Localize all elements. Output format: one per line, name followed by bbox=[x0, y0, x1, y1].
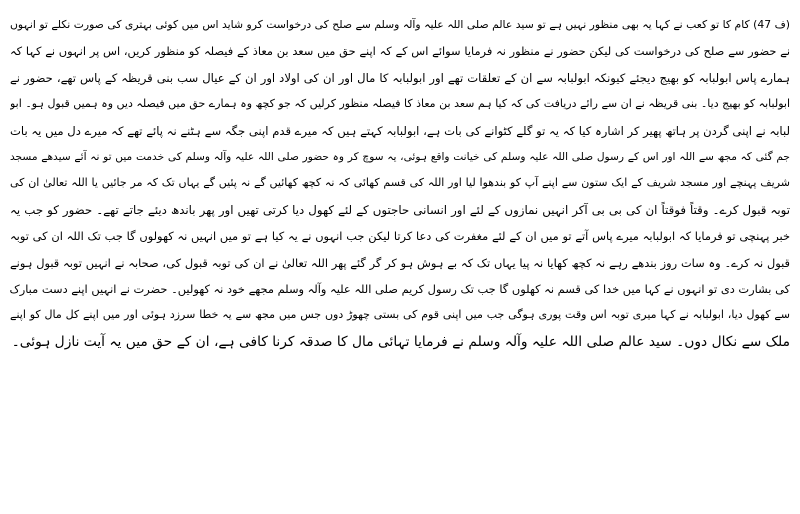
text-line: کی بشارت دی تو انہوں نے کہا میں خدا کی قسم نہ کھلوں گا جب تک رسول کریم صلی اللہ علیہ وآلہ وسلم مجھے خود نہ کھولیں۔ حضرت نے انہیں اپنے دست مبارک bbox=[10, 281, 790, 296]
text-line: جم گئی کہ مجھ سے اللہ اور اس کے رسول صلی اللہ علیہ وسلم کی خیانت واقع ہوئی، یہ سوچ کر وہ حضور صلی اللہ علیہ وآلہ وسلم کی خدمت میں تو نہ آئے سیدھے مسجد bbox=[10, 150, 790, 163]
text-line: شریف پہنچے اور مسجد شریف کے ایک ستون سے اپنے آپ کو بندھوا لیا اور اللہ کی قسم کھائی کہ نہ کچھ کھائیں گے نہ پئیں گے یہاں تک کہ مر جائیں یا اللہ تعالیٰ ان کی bbox=[10, 176, 790, 190]
text-line: ملک سے نکال دوں۔ سید عالم صلی اللہ علیہ وآلہ وسلم نے فرمایا تہائی مال کا صدقہ کرنا کافی ہے، ان کے حق میں یہ آیت نازل ہوئی۔ bbox=[11, 333, 790, 350]
urdu-text-block bbox=[10, 12, 790, 355]
text-line: ہمارے پاس ابولبابہ کو بھیج دیجئے کیونکہ ابولبابہ سے ان کے تعلقات تھے اور ابولبابہ کا مال اور ان کی اولاد اور ان کے عیال سب بنی قریظہ کے پاس تھے، حضور نے bbox=[10, 70, 790, 85]
text-line: (ف 47) کام کا تو کعب نے کہا یہ بھی منظور نہیں ہے تو سید عالم صلی اللہ علیہ وآلہ وسلم سے صلح کی درخواست کرو شاید اس میں کوئی بہتری کی صورت نکلے تو انہوں bbox=[10, 18, 790, 31]
text-line: توبہ قبول کرے۔ وقتاً فوقتاً ان کی بی بی آکر انہیں نمازوں کے لئے اور انسانی حاجتوں کے لئے کھول دیا کرتی تھیں اور پھر باندھ دیئے جاتے تھے۔ حضور کو جب یہ bbox=[10, 202, 790, 217]
text-line: لبابہ نے اپنی گردن پر ہاتھ پھیر کر اشارہ کیا کہ یہ تو گلے کٹوانے کی بات ہے، ابولبابہ کہتے ہیں کہ میرے قدم اپنی جگہ سے ہٹنے نہ پائے تھے کہ میرے دل میں یہ بات bbox=[10, 123, 790, 138]
text-line: خبر پہنچی تو فرمایا کہ ابولبابہ میرے پاس آتے تو میں ان کے لئے مغفرت کی دعا کرتا لیکن جب انہوں نے یہ کیا ہے تو میں انہیں نہ کھولوں گا جب تک اللہ ان کی توبہ bbox=[10, 229, 790, 244]
text-line: ابولبابہ کو بھیج دیا۔ بنی قریظہ نے ان سے رائے دریافت کی کہ کیا ہم سعد بن معاذ کا فیصلہ منظور کرلیں کہ جو کچھ وہ ہمارے حق میں فیصلہ دیں وہ ہمیں قبول ہو۔ ابو bbox=[10, 97, 790, 111]
text-line: سے کھول دیا، ابولبابہ نے کہا میری توبہ اس وقت پوری ہوگی جب میں اپنی قوم کی بستی چھوڑ دوں جس میں مجھ سے یہ خطا سرزد ہوئی اور میں اپنے کل مال کو اپنے bbox=[10, 308, 790, 322]
text-line: قبول نہ کرے۔ وہ سات روز بندھے رہے نہ کچھ کھایا نہ پیا یہاں تک کہ بے ہوش ہو کر گر گئے پھر اللہ تعالیٰ نے ان کی توبہ قبول کی، صحابہ نے انہیں توبہ قبول ہونے bbox=[10, 255, 790, 270]
text-line: نے حضور سے صلح کی درخواست کی لیکن حضور نے منظور نہ فرمایا سوائے اس کے کہ اپنے حق میں سعد بن معاذ کے فیصلہ کو منظور کریں، اس پر انہوں نے کہا کہ bbox=[10, 44, 790, 59]
